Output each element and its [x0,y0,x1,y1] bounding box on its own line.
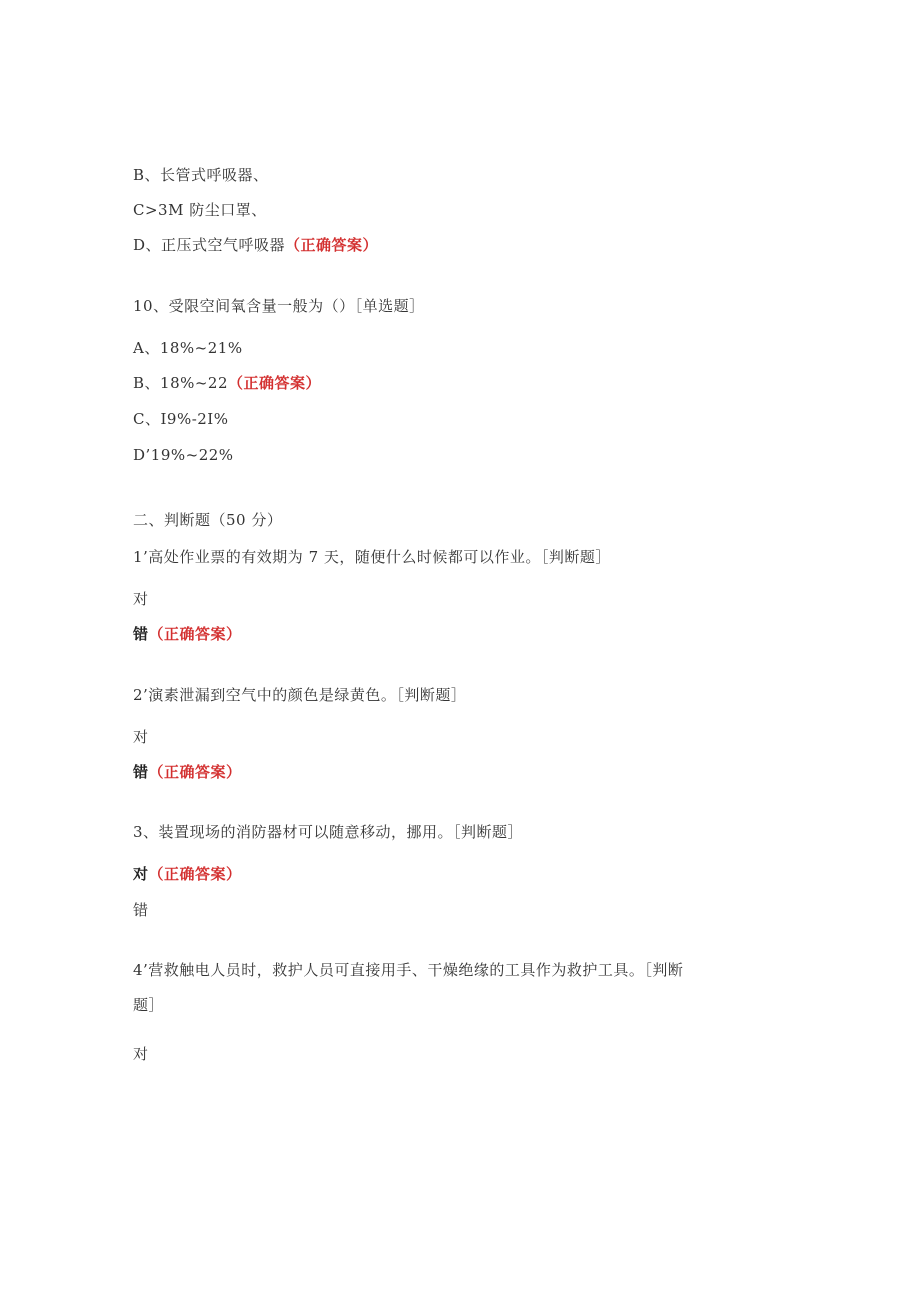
j2-question: 2’演素泄漏到空气中的颜色是绿黄色。［判断题］ [133,686,467,704]
q10-question: 10、受限空间氧含量一般为（）［单选题］ [133,297,425,315]
j4-question-line1: 4’营救触电人员时，救护人员可直接用手、干燥绝缘的工具作为救护工具。［判断 [133,961,684,979]
correct-answer-tag: （正确答案） [148,763,242,781]
q10-option-b: B、18%~22（正确答案） [133,374,322,392]
j2-option-true: 对 [133,728,149,746]
correct-answer-tag: （正确答案） [148,865,242,883]
q9-option-c: C>3M 防尘口罩、 [133,201,267,219]
correct-answer-tag: （正确答案） [148,625,242,643]
j4-question-line2: 题］ [133,996,165,1014]
j3-question: 3、装置现场的消防器材可以随意移动，挪用。［判断题］ [133,823,524,841]
section-heading: 二、判断题（50 分） [133,511,283,529]
j1-option-false: 错（正确答案） [133,625,242,643]
j1-question: 1’高处作业票的有效期为 7 天，随便什么时候都可以作业。［判断题］ [133,548,611,566]
j3-option-false: 错 [133,901,149,919]
correct-answer-tag: （正确答案） [285,236,379,254]
j3-option-true: 对（正确答案） [133,865,242,883]
q10-option-c: C、I9%-2I% [133,410,229,428]
q10-option-d: D’19%~22% [133,446,234,464]
q9-option-b: B、长管式呼吸器、 [133,166,269,184]
correct-answer-tag: （正确答案） [228,374,322,392]
j2-option-false: 错（正确答案） [133,763,242,781]
j1-option-true: 对 [133,590,149,608]
j4-option-true: 对 [133,1045,149,1063]
q10-option-a: A、18%~21% [133,339,243,357]
q9-option-d: D、正压式空气呼吸器（正确答案） [133,236,379,254]
